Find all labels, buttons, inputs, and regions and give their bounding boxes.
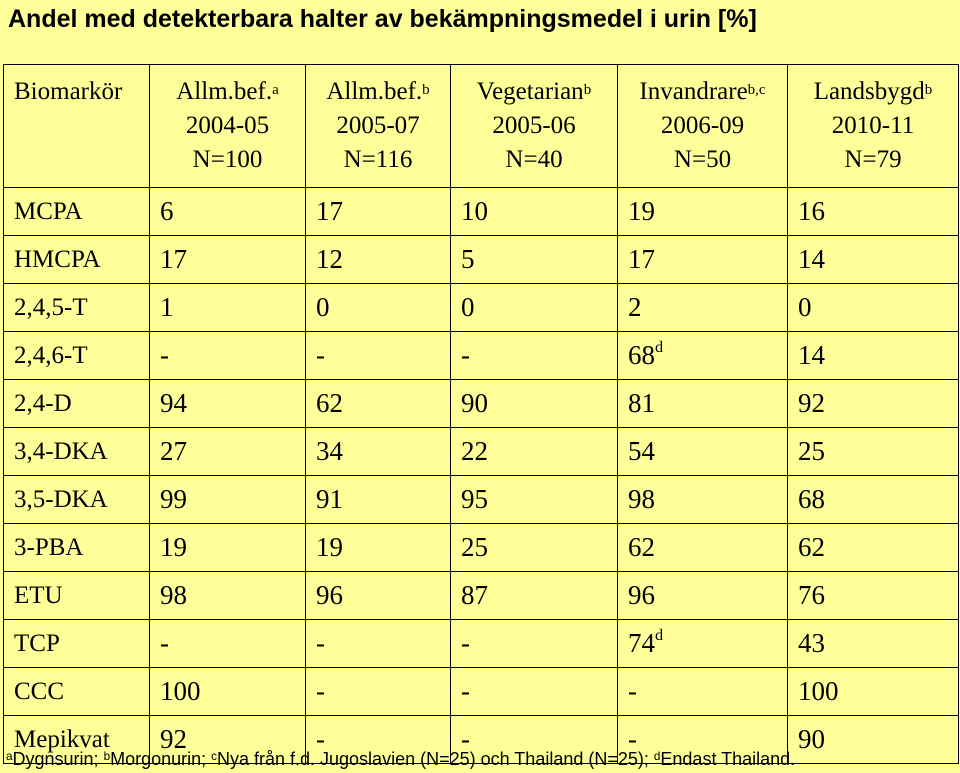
cell-value: 27 [160, 436, 187, 466]
table-cell [451, 572, 618, 620]
cell-value: 100 [160, 676, 201, 706]
table-body [4, 65, 959, 764]
table-cell [788, 668, 959, 716]
table-cell [618, 524, 788, 572]
cell-value: 22 [461, 436, 488, 466]
table-cell [618, 236, 788, 284]
table-cell [150, 524, 306, 572]
table-cell [306, 332, 451, 380]
cell-value: 99 [160, 484, 187, 514]
table-cell [451, 476, 618, 524]
table-cell [306, 476, 451, 524]
header-col-1-sup: a [272, 82, 279, 98]
cell-value: 100 [798, 676, 839, 706]
cell-value: - [316, 724, 325, 754]
table-row [4, 332, 959, 380]
cell-value: 74 [628, 628, 655, 658]
footnote-mark-b: b [103, 750, 111, 763]
cell-value: 62 [316, 388, 343, 418]
cell-value: - [461, 628, 470, 658]
cell-value: 0 [798, 292, 812, 322]
table-cell [451, 428, 618, 476]
table-row [4, 572, 959, 620]
row-label: MCPA [4, 188, 150, 236]
footnote-text-d: Endast Thailand. [660, 749, 796, 769]
table-cell [150, 332, 306, 380]
table-cell [618, 572, 788, 620]
table-header-row [4, 65, 959, 188]
row-label: 2,4,6-T [4, 332, 150, 380]
header-col-4-n: N=50 [673, 146, 732, 173]
table-row [4, 428, 959, 476]
table-cell [451, 620, 618, 668]
cell-value: 12 [316, 244, 343, 274]
row-label: TCP [4, 620, 150, 668]
header-col-5 [788, 65, 959, 188]
cell-value: 91 [316, 484, 343, 514]
cell-value: 17 [160, 244, 187, 274]
table-cell [618, 668, 788, 716]
header-col-4-name: Invandrare [639, 78, 748, 105]
footnote-mark-a: a [6, 750, 13, 763]
table-cell [788, 236, 959, 284]
pesticide-table [3, 64, 959, 764]
table-cell [150, 380, 306, 428]
table-row [4, 668, 959, 716]
cell-value: 43 [798, 628, 825, 658]
row-label: 3,4-DKA [4, 428, 150, 476]
table-cell [150, 620, 306, 668]
table-row [4, 284, 959, 332]
footnote-text-b: Morgonurin; [110, 749, 212, 769]
header-col-2-sup: b [422, 82, 430, 98]
header-biomarker: Biomarkör [4, 65, 150, 188]
table-row [4, 524, 959, 572]
table-cell [618, 188, 788, 236]
cell-value: 5 [461, 244, 475, 274]
table-cell [306, 380, 451, 428]
row-label: HMCPA [4, 236, 150, 284]
table-cell [788, 620, 959, 668]
table-cell [788, 332, 959, 380]
cell-value: 54 [628, 436, 655, 466]
table-row [4, 236, 959, 284]
cell-value: 90 [798, 724, 825, 754]
footnote-text-c: Nya från f.d. Jugoslavien (N=25) och Thailand (N=25); [216, 749, 654, 769]
table-cell [451, 188, 618, 236]
row-label: 3-PBA [4, 524, 150, 572]
header-col-1-n: N=100 [192, 146, 263, 173]
footnote-mark-d: d [653, 750, 661, 763]
header-col-5-n: N=79 [844, 146, 902, 173]
row-label: ETU [4, 572, 150, 620]
header-col-3-sup: b [583, 82, 592, 98]
table-cell [788, 572, 959, 620]
row-label: 2,4,5-T [4, 284, 150, 332]
table-cell [451, 380, 618, 428]
table-cell [618, 332, 788, 380]
table-cell [150, 572, 306, 620]
cell-value: 68 [798, 484, 825, 514]
cell-value: 0 [461, 292, 475, 322]
table-cell [451, 668, 618, 716]
table-cell [451, 524, 618, 572]
row-label: 2,4-D [4, 380, 150, 428]
table-cell [788, 380, 959, 428]
row-label: 3,5-DKA [4, 476, 150, 524]
cell-value: 14 [798, 340, 825, 370]
cell-value: - [160, 628, 169, 658]
cell-value: 87 [461, 580, 488, 610]
table-cell [150, 236, 306, 284]
cell-value: 62 [628, 532, 655, 562]
cell-value: 92 [798, 388, 825, 418]
table-row [4, 188, 959, 236]
cell-value: 62 [798, 532, 825, 562]
cell-value: 96 [628, 580, 655, 610]
table-cell [788, 284, 959, 332]
table-cell [788, 476, 959, 524]
cell-value: - [316, 628, 325, 658]
table-cell [618, 428, 788, 476]
cell-value: - [160, 340, 169, 370]
cell-value: 25 [798, 436, 825, 466]
cell-value: - [461, 724, 470, 754]
cell-value: 17 [628, 244, 655, 274]
header-col-3 [451, 65, 618, 188]
table-cell [618, 284, 788, 332]
cell-value: - [461, 676, 470, 706]
footnote-text-a: Dygnsurin; [12, 749, 104, 769]
row-label: CCC [4, 668, 150, 716]
header-col-2 [306, 65, 451, 188]
cell-value: 17 [316, 196, 343, 226]
table-cell [150, 476, 306, 524]
cell-value: 1 [160, 292, 174, 322]
header-col-1-period: 2004-05 [185, 112, 270, 139]
table-row [4, 620, 959, 668]
header-col-4-period: 2006-09 [660, 112, 745, 139]
header-col-5-period: 2010-11 [831, 112, 915, 139]
table-cell [306, 572, 451, 620]
cell-value: 19 [628, 196, 655, 226]
cell-value: 68 [628, 340, 655, 370]
cell-value: 90 [461, 388, 488, 418]
table-cell [618, 620, 788, 668]
cell-value: - [628, 676, 637, 706]
header-col-5-name: Landsbygd [813, 78, 925, 105]
header-col-4 [618, 65, 788, 188]
footnote-mark-c: c [211, 750, 217, 763]
table-cell [306, 188, 451, 236]
footnotes [6, 747, 795, 771]
cell-value: 10 [461, 196, 488, 226]
cell-footnote-mark: d [655, 338, 664, 356]
cell-value: 19 [160, 532, 187, 562]
header-col-1 [150, 65, 306, 188]
header-col-5-sup: b [924, 82, 933, 98]
cell-value: 94 [160, 388, 187, 418]
header-col-3-name: Vegetarian [476, 78, 584, 105]
cell-value: 2 [628, 292, 642, 322]
table-cell [788, 716, 959, 764]
header-col-1-name: Allm.bef. [176, 78, 273, 105]
header-col-4-sup: b,c [747, 82, 766, 98]
table-row [4, 476, 959, 524]
table-cell [451, 332, 618, 380]
cell-value: 96 [316, 580, 343, 610]
cell-value: 19 [316, 532, 343, 562]
cell-footnote-mark: d [655, 626, 664, 644]
cell-value: - [628, 724, 637, 754]
table-cell [150, 284, 306, 332]
table-cell [306, 524, 451, 572]
table-cell [618, 476, 788, 524]
table-cell [306, 284, 451, 332]
table-cell [618, 380, 788, 428]
table-cell [451, 284, 618, 332]
row-label: Mepikvat [4, 716, 150, 764]
cell-value: 95 [461, 484, 488, 514]
cell-value: - [316, 340, 325, 370]
header-col-2-period: 2005-07 [336, 112, 420, 139]
cell-value: - [316, 676, 325, 706]
table-cell [788, 428, 959, 476]
table-cell [150, 668, 306, 716]
cell-value: 34 [316, 436, 343, 466]
cell-value: 76 [798, 580, 825, 610]
table-row [4, 380, 959, 428]
cell-value: 0 [316, 292, 330, 322]
cell-value: 14 [798, 244, 825, 274]
header-col-2-name: Allm.bef. [326, 78, 423, 105]
page-title: Andel med detekterbara halter av bekämpningsmedel i urin [%] [8, 5, 757, 33]
cell-value: 98 [628, 484, 655, 514]
header-col-3-period: 2005-06 [492, 112, 576, 139]
table-cell [788, 524, 959, 572]
cell-value: 16 [798, 196, 825, 226]
header-col-2-n: N=116 [343, 146, 413, 173]
table-cell [306, 236, 451, 284]
table-cell [306, 668, 451, 716]
cell-value: - [461, 340, 470, 370]
header-col-3-n: N=40 [505, 146, 563, 173]
cell-value: 6 [160, 196, 174, 226]
table-cell [150, 428, 306, 476]
table-cell [306, 428, 451, 476]
cell-value: 98 [160, 580, 187, 610]
cell-value: 25 [461, 532, 488, 562]
table-cell [150, 188, 306, 236]
cell-value: 81 [628, 388, 655, 418]
cell-value: 92 [160, 724, 187, 754]
table-cell [306, 620, 451, 668]
table-cell [451, 236, 618, 284]
table-cell [788, 188, 959, 236]
